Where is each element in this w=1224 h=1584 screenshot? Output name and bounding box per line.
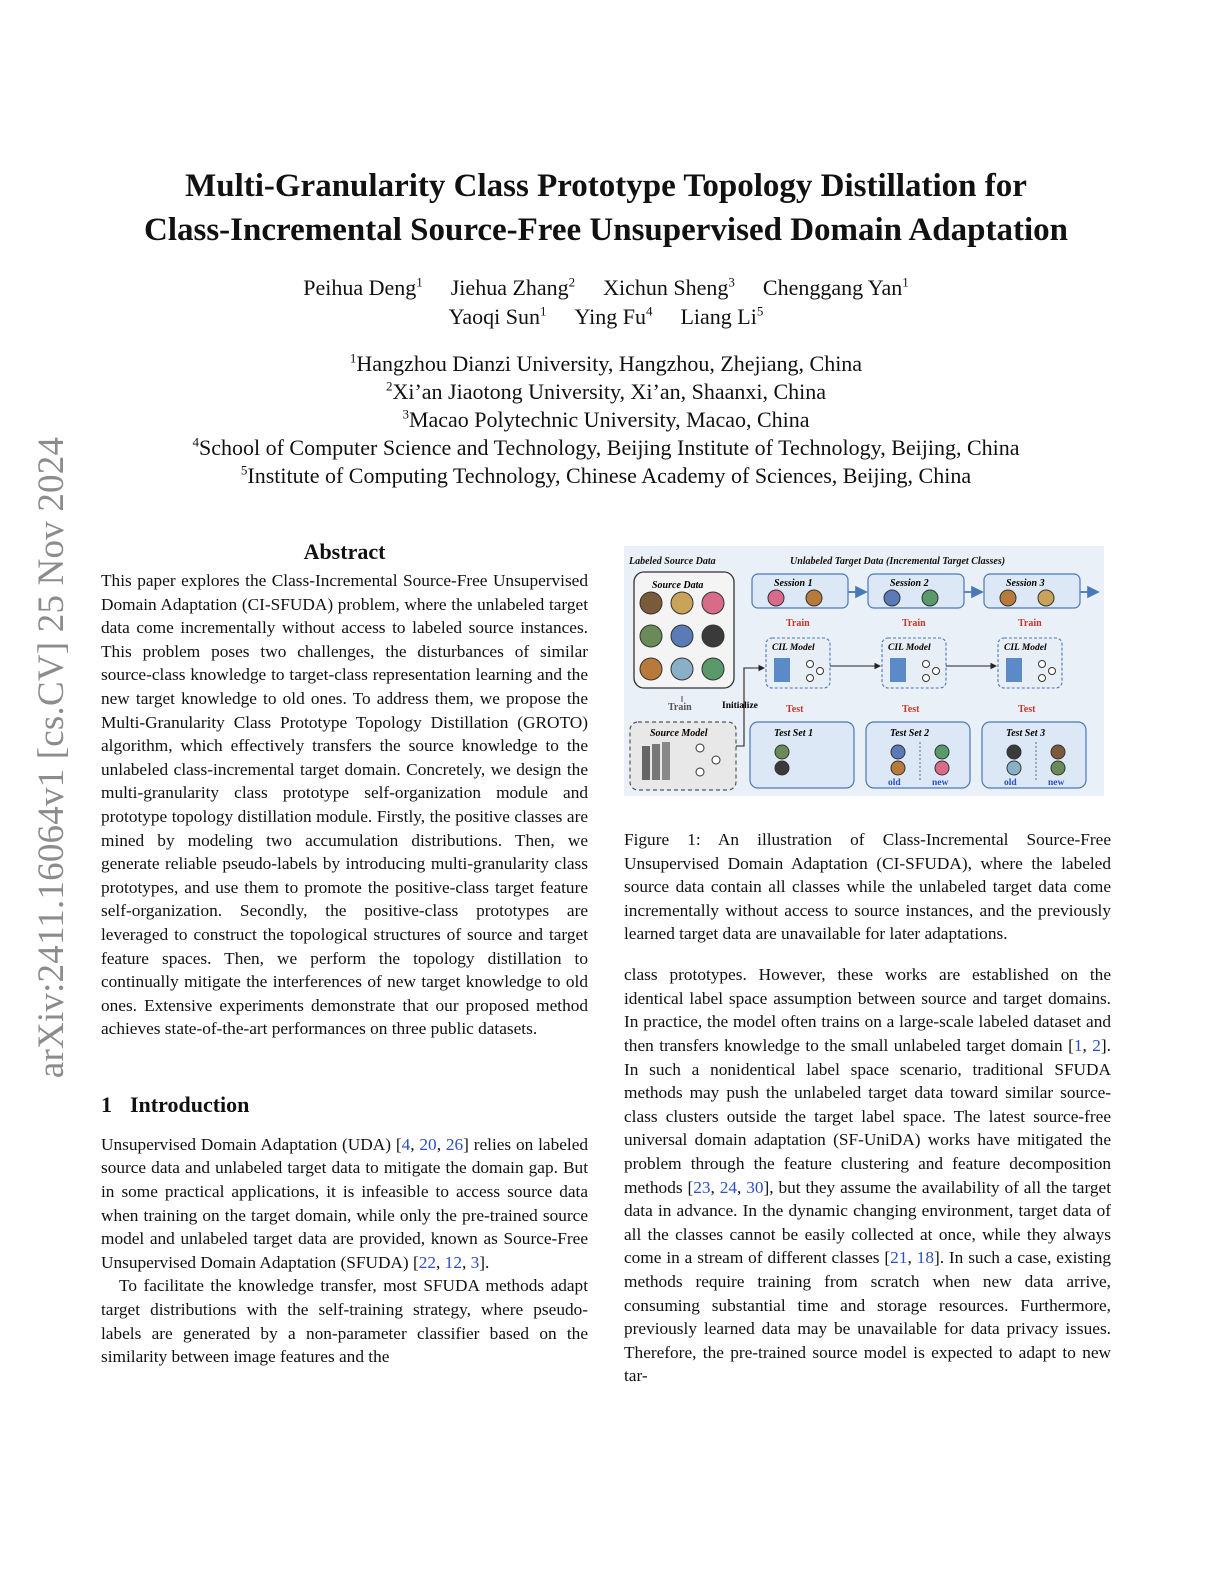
test-image-thumb — [775, 761, 789, 775]
title-line-2: Class-Incremental Source-Free Unsupervised Domain Adaptation — [144, 212, 1068, 248]
source-image-thumb — [702, 592, 724, 614]
session-column — [750, 574, 880, 788]
citation-link[interactable]: 24 — [719, 1177, 737, 1197]
author-name: Liang Li$^5$ — [680, 303, 764, 329]
affiliation: $^2$Xi’an Jiaotong University, Xi’an, Shaanxi, China — [385, 378, 827, 404]
section-title: Introduction — [130, 1091, 250, 1117]
arxiv-stamp — [31, 405, 73, 1110]
test-image-thumb — [775, 745, 789, 759]
cil-model-label: CIL Model — [772, 643, 815, 653]
affiliation: $^5$Institute of Computing Technology, Chinese Academy of Sciences, Beijing, China — [240, 462, 972, 488]
author-affiliation-mark: 1 — [539, 303, 547, 319]
test-image-thumb — [891, 761, 905, 775]
test-image-thumb — [891, 745, 905, 759]
source-image-thumb — [702, 625, 724, 647]
test-image-thumb — [1051, 761, 1065, 775]
test-image-thumb — [935, 745, 949, 759]
section-number: 1 — [101, 1091, 112, 1117]
label-initialize: Initialize — [722, 701, 758, 711]
label-source-model: Source Model — [650, 728, 708, 739]
title-line-1: Multi-Granularity Class Prototype Topology Distillation for — [185, 168, 1027, 204]
abstract-text: This paper explores the Class-Incremental Source-Free Unsupervised Domain Adaptation (CI-SFUDA) problem, where the unlabeled target data come incrementally without access to labeled source instances. This problem poses two challenges, the disturbances of similar source-class knowledge to target-class representation learning and the new target knowledge to old ones. To address them, we propose the Multi-Granularity Class Prototype Topology Distillation (GROTO) algorithm, which effectively transfers the source knowledge to the unlabeled class-incremental target domain. Concretely, we design the multi-granularity class prototype self-organization module and prototype topology distillation module. Firstly, the positive classes are mined by modeling two accumulation distributions. Then, we generate reliable pseudo-labels by introducing multi-granularity class prototypes, and use them to promote the positive-class target feature self-organization. Secondly, the positive-class prototypes are leveraged to construct the topological structures of source and target feature spaces. Then, we perform the topology distillation to continually mitigate the interferences of new target knowledge to old ones. Extensive experiments demonstrate that our proposed method achieves state-of-the-art performances on three public datasets. — [101, 571, 588, 1039]
author-affiliation-mark: 1 — [416, 274, 423, 290]
citation-link[interactable]: 2 — [1092, 1036, 1101, 1056]
source-model-layer — [662, 742, 670, 780]
right-paragraph: class prototypes. However, these works are established on the identical label space assumption between source and target domains. In practice, the model often trains on a large-scale labeled dataset and then transfers knowledge to the small unlabeled target domain [1, 2]. In such a nonidentical label space scenario, traditional SFUDA methods may push the unlabeled target data toward similar source-class clusters outside the target label space. The latest source-free universal domain adaptation (SF-UniDA) works have mitigated the problem through the feature clustering and feature decomposition methods [23, 24, 30], but they assume the availability of all the target data in advance. In the dynamic changing environment, target data of all the classes cannot be easily collected at once, while they always come in a stream of different classes [21, 18]. In such a case, existing methods require training from scratch when new data arrive, consuming substantial time and storage resources. Furthermore, previously learned data may be unavailable for data privacy issues. Therefore, the pre-trained source model is expected to adapt to new tar- — [624, 965, 1112, 1386]
cil-model-node — [1049, 668, 1056, 675]
cil-model-layers — [1006, 658, 1022, 682]
cil-model-node — [923, 675, 930, 682]
new-label: new — [1048, 778, 1065, 788]
author-row-2 — [100, 302, 1112, 331]
cil-model-layers — [890, 658, 906, 682]
source-image-thumb — [640, 592, 662, 614]
cil-model-node — [817, 668, 824, 675]
session-image-thumb — [884, 590, 900, 606]
label-source-data: Source Data — [652, 580, 704, 591]
source-image-thumb — [671, 625, 693, 647]
cil-model-node — [923, 661, 930, 668]
test-image-thumb — [1051, 745, 1065, 759]
session-column — [866, 574, 996, 788]
source-image-thumb — [640, 658, 662, 680]
affiliation-number: 1 — [349, 350, 357, 366]
cil-model-node — [933, 668, 940, 675]
citation-link[interactable]: 21 — [890, 1248, 908, 1268]
affiliation-number: 5 — [240, 462, 248, 478]
test-set-label: Test Set 3 — [1006, 728, 1046, 739]
cil-model-node — [807, 661, 814, 668]
left-column — [101, 538, 588, 1369]
label-labeled-source: Labeled Source Data — [629, 556, 716, 567]
session-image-thumb — [1000, 590, 1016, 606]
source-model-layer — [642, 746, 650, 780]
author-name: Xichun Sheng$^3$ — [603, 274, 735, 300]
train-label: Train — [902, 618, 926, 629]
affiliation: $^1$Hangzhou Dianzi University, Hangzhou, Zhejiang, China — [349, 350, 863, 376]
citation-link[interactable]: 12 — [444, 1252, 462, 1272]
author-affiliation-mark: 5 — [756, 303, 764, 319]
test-label: Test — [902, 704, 920, 715]
session-image-thumb — [768, 590, 784, 606]
affiliation-list — [100, 350, 1112, 490]
label-train-source: Train — [668, 702, 692, 713]
test-set-label: Test Set 2 — [890, 728, 930, 739]
author-list — [100, 273, 1112, 331]
citation-link[interactable]: 23 — [693, 1177, 711, 1197]
session-column — [982, 574, 1098, 788]
source-model-node — [696, 768, 704, 776]
intro-paragraph-1: Unsupervised Domain Adaptation (UDA) [4, 20, 26] relies on labeled source data and unlabeled target data to mitigate the domain gap. But in some practical applications, it is infeasible to access source data when training on the target domain, while only the pre-trained source model and unlabeled target data are provided, known as Source-Free Unsupervised Domain Adaptation (SFUDA) [22, 12, 3]. — [101, 1134, 589, 1272]
label-unlabeled-target: Unlabeled Target Data (Incremental Target Classes) — [790, 556, 1006, 567]
test-image-thumb — [1007, 761, 1021, 775]
right-column — [624, 546, 1111, 1388]
session-columns — [750, 574, 1098, 788]
cil-model-node — [1039, 675, 1046, 682]
source-data-images — [640, 592, 724, 680]
source-model-node — [712, 756, 720, 764]
test-label: Test — [786, 704, 804, 715]
test-label: Test — [1018, 704, 1036, 715]
citation-link[interactable]: 20 — [419, 1134, 437, 1154]
author-affiliation-mark: 2 — [568, 274, 576, 290]
author-affiliation-mark: 4 — [645, 303, 653, 319]
author-name: Yaoqi Sun$^1$ — [448, 303, 547, 329]
session-image-thumb — [922, 590, 938, 606]
author-name: Chenggang Yan$^1$ — [762, 274, 909, 300]
intro-paragraph-2: To facilitate the knowledge transfer, most SFUDA methods adapt target distributions with the self-training strategy, where pseudo-labels are generated by a non-parameter classifier based on the similarity between image features and the — [101, 1276, 588, 1367]
figure-1 — [624, 546, 1104, 796]
affiliation-number: 2 — [385, 378, 393, 394]
citation-link[interactable]: 3 — [470, 1252, 480, 1272]
figure-diagram — [624, 546, 1104, 796]
train-label: Train — [786, 618, 810, 629]
session-label: Session 2 — [890, 578, 929, 589]
citation-link[interactable]: 4 — [401, 1134, 411, 1154]
cil-model-node — [807, 675, 814, 682]
cil-model-label: CIL Model — [1004, 643, 1047, 653]
source-model-layer — [652, 744, 660, 780]
figure-1-caption: Figure 1: An illustration of Class-Incremental Source-Free Unsupervised Domain Adaptation (CI-SFUDA), where the labeled source data contain all classes while the unlabeled target data come incrementally without access to source instances, and the previously learned target data are unavailable for later adaptations. — [624, 830, 1111, 944]
source-image-thumb — [702, 658, 724, 680]
author-row-1 — [100, 273, 1112, 302]
citation-link[interactable]: 22 — [418, 1252, 437, 1272]
affiliation-number: 4 — [192, 434, 199, 450]
old-label: old — [1004, 778, 1017, 788]
test-image-thumb — [935, 761, 949, 775]
author-name: Jiehua Zhang$^2$ — [450, 274, 576, 300]
test-set-label: Test Set 1 — [774, 728, 814, 739]
paper-title — [100, 164, 1112, 252]
source-image-thumb — [671, 592, 693, 614]
affiliation: $^3$Macao Polytechnic University, Macao, China — [402, 406, 810, 432]
author-affiliation-mark: 1 — [902, 274, 909, 290]
affiliation-number: 3 — [402, 406, 409, 422]
citation-link[interactable]: 26 — [445, 1134, 464, 1154]
train-label: Train — [1018, 618, 1042, 629]
session-label: Session 1 — [774, 578, 813, 589]
test-image-thumb — [1007, 745, 1021, 759]
citation-link[interactable]: 1 — [1073, 1036, 1083, 1056]
abstract-heading: Abstract — [303, 539, 386, 564]
session-label: Session 3 — [1006, 578, 1045, 589]
source-image-thumb — [671, 658, 693, 680]
cil-model-label: CIL Model — [888, 643, 931, 653]
session-image-thumb — [1038, 590, 1054, 606]
session-image-thumb — [806, 590, 822, 606]
arxiv-id: arXiv:2411.16064v1 [cs.CV] 25 Nov 2024 — [31, 436, 73, 1079]
old-label: old — [888, 778, 901, 788]
citation-link[interactable]: 30 — [746, 1177, 764, 1197]
affiliation: $^4$School of Computer Science and Technology, Beijing Institute of Technology, Beijing, China — [192, 434, 1020, 460]
author-name: Peihua Deng$^1$ — [303, 274, 423, 300]
section-heading-introduction — [101, 1091, 588, 1119]
source-model-node — [696, 744, 704, 752]
new-label: new — [932, 778, 949, 788]
cil-model-node — [1039, 661, 1046, 668]
citation-link[interactable]: 18 — [916, 1248, 934, 1268]
cil-model-layers — [774, 658, 790, 682]
source-image-thumb — [640, 625, 662, 647]
author-name: Ying Fu$^4$ — [574, 303, 653, 329]
author-affiliation-mark: 3 — [728, 274, 735, 290]
